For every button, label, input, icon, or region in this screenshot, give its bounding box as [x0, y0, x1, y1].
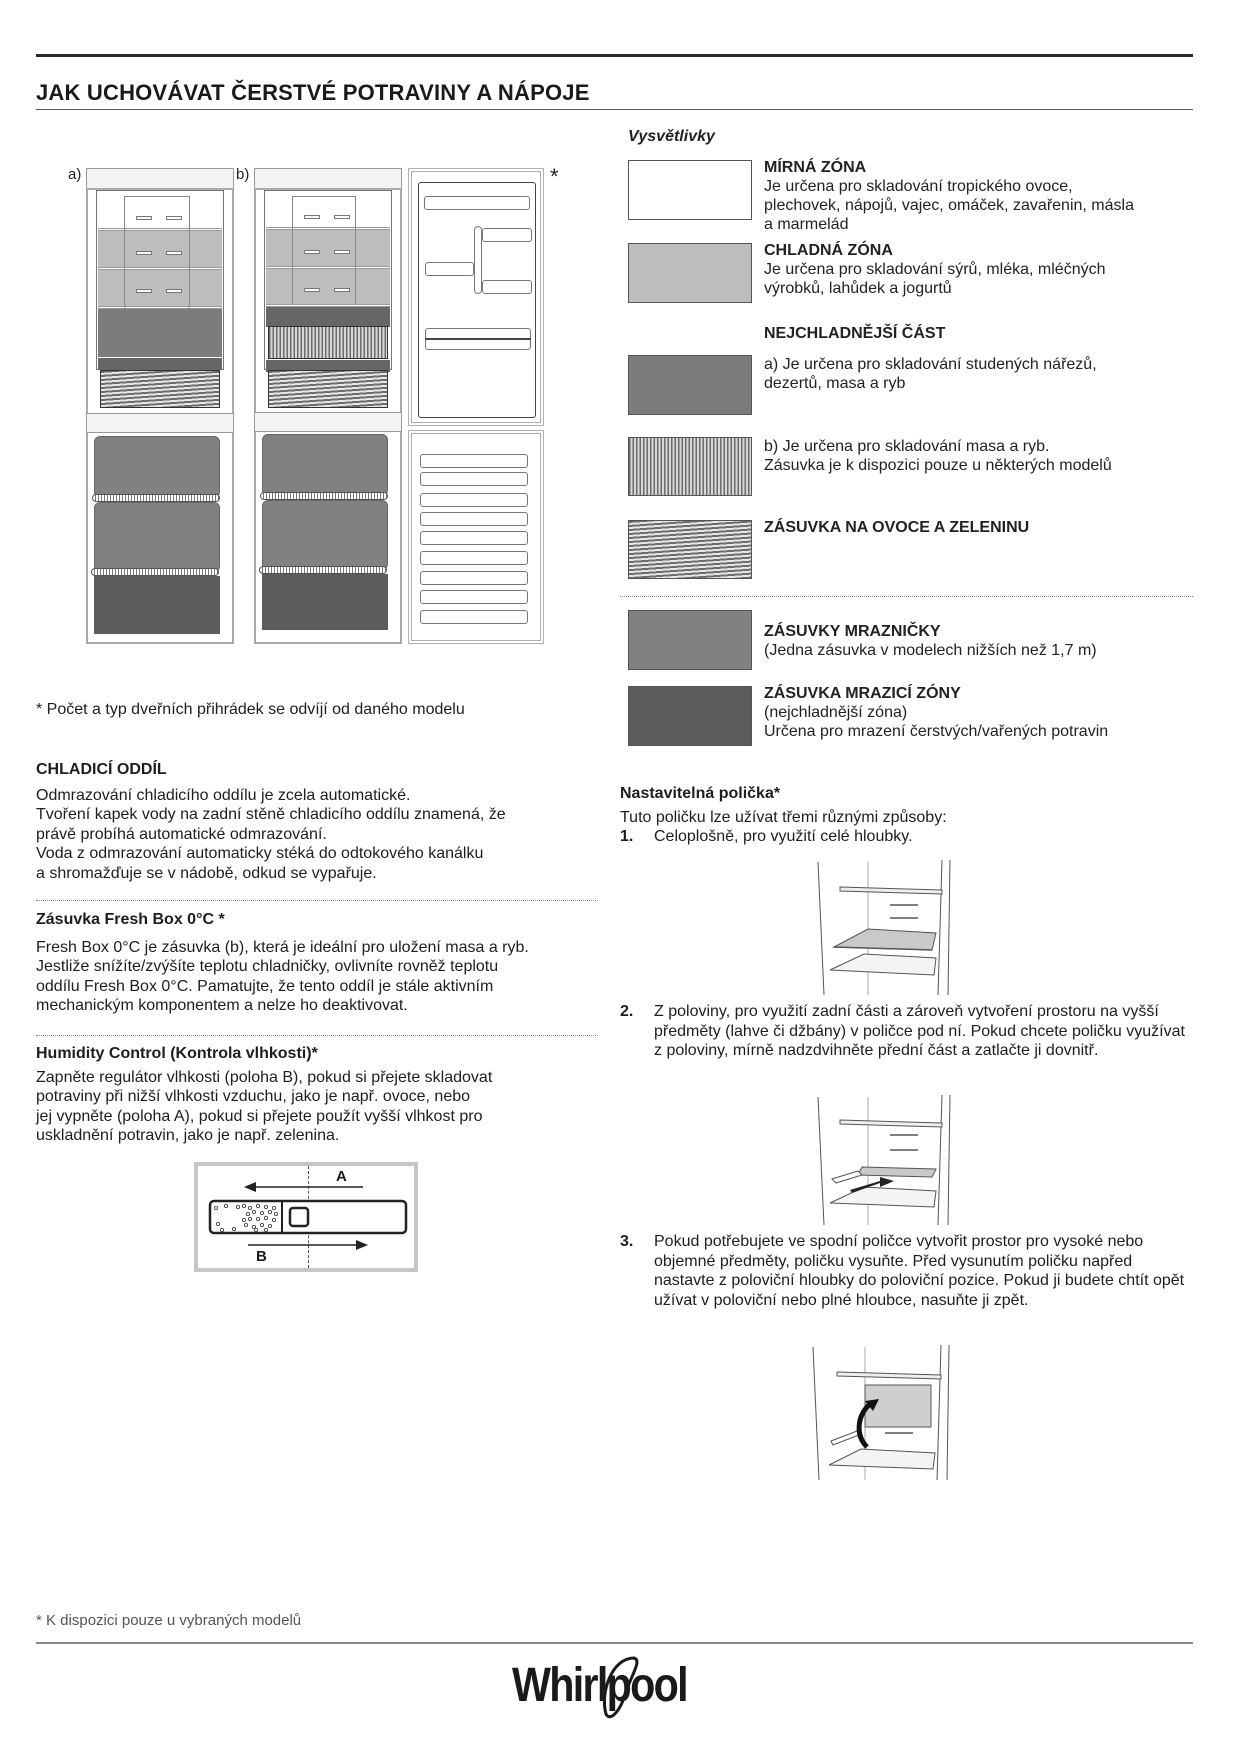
paragraph-line: Voda z odmrazování automaticky stéká do odtokového kanálku [36, 845, 484, 862]
section-step-2 [620, 1002, 1190, 1061]
legend-title: ZÁSUVKA MRAZICÍ ZÓNY [764, 685, 961, 702]
shelf-step-1 [620, 827, 1190, 847]
legend-line: Zásuvka je k dispozici pouze u některých modelů [764, 457, 1112, 474]
fridge-diagram-b [254, 168, 402, 644]
freezer-drawer [94, 502, 220, 572]
paragraph-line: právě probíhá automatické odmrazování. [36, 825, 327, 843]
shelf-fold-up-illustration [805, 1345, 960, 1480]
step-number: 1. [620, 828, 634, 845]
whirlpool-swirl-icon [592, 1652, 652, 1722]
freezer-drawer [94, 436, 220, 498]
paragraph-line: Zapněte regulátor vlhkosti (poloha B), pokud si přejete skladovat [36, 1068, 493, 1086]
fresh-box-drawer [268, 326, 388, 359]
paragraph-line: a shromažďuje se v nádobě, odkud se vypařuje. [36, 864, 377, 882]
paragraph-line: mechanickým komponentem a nelze ho deaktivovat. [36, 997, 408, 1014]
fridge-door-diagram [408, 168, 544, 644]
section-title: Humidity Control (Kontrola vlhkosti)* [36, 1045, 318, 1062]
shelf-step-3 [620, 1232, 1190, 1310]
swatch-coldest-b [628, 437, 752, 496]
section-title: CHLADICÍ ODDÍL [36, 761, 167, 778]
paragraph-line: Jestliže snížíte/zvýšíte teplotu chladničky, ovlivníte rovněž teplotu [36, 958, 499, 975]
legend-item-coldest-a [764, 355, 1097, 393]
section-separator [36, 1035, 598, 1036]
legend-line: Je určena pro skladování sýrů, mléka, mléčných [764, 261, 1106, 278]
paragraph-line: Tvoření kapek vody na zadní stěně chladicího oddílu znamená, že [36, 806, 506, 823]
freezer-drawer [262, 434, 388, 496]
fridge-diagram-a [86, 168, 234, 644]
step-text: Pokud potřebujete ve spodní poličce vytvořit prostor pro vysoké nebo objemné předměty, poličku vysuňte. Před vysunutím poličku napřed nastavte z poloviční hloubky do poloviční pozice. Pokud ji budete chtít opět užívat v poloviční nebo plné hloubce, nasuňte ji zpět. [654, 1233, 1185, 1309]
legend-line: Je určena pro skladování tropického ovoce, [764, 178, 1073, 195]
position-b-label: B [256, 1248, 267, 1265]
swatch-mild-zone [628, 160, 752, 220]
legend-item-coldest-b [764, 437, 1112, 475]
legend-item-freeze-zone [764, 684, 1108, 741]
paragraph-line: jej vypněte (poloha A), pokud si přejete použít vyšší vlhkost pro [36, 1107, 483, 1125]
whirlpool-logo [512, 1652, 722, 1722]
section-separator [36, 900, 598, 901]
figure-label-a: a) [68, 166, 82, 183]
legend-line: dezertů, masa a ryb [764, 375, 906, 392]
legend-title: ZÁSUVKY MRAZNIČKY [764, 623, 941, 640]
legend-line: Určena pro mrazení čerstvých/vařených potravin [764, 723, 1109, 740]
figure-label-b: b) [236, 166, 250, 183]
availability-footnote: * K dispozici pouze u vybraných modelů [36, 1612, 302, 1629]
shelf-step-2 [620, 1002, 1190, 1061]
legend-line: výrobků, lahůdek a jogurtů [764, 280, 952, 297]
legend-title: ZÁSUVKA NA OVOCE A ZELENINU [764, 519, 1030, 536]
freeze-zone-drawer [94, 576, 220, 634]
legend-line: (Jedna zásuvka v modelech nižších než 1,7 m) [764, 642, 1097, 659]
bottom-rule [36, 1642, 1193, 1644]
freeze-zone-drawer [262, 574, 388, 630]
door-compartment-footnote: * Počet a typ dveřních přihrádek se odvíjí od daného modelu [36, 701, 465, 718]
swatch-freeze-zone [628, 686, 752, 746]
legend-item-fruit-vegetable [764, 518, 1029, 537]
paragraph-line: oddílu Fresh Box 0°C. Pamatujte, že tento oddíl je stále aktivním [36, 977, 494, 995]
legend-item-cool [764, 241, 1105, 298]
step-text: Celoplošně, pro využití celé hloubky. [654, 828, 913, 845]
swatch-coldest-a [628, 355, 752, 415]
legend-title: CHLADNÁ ZÓNA [764, 242, 893, 259]
section-step-3 [620, 1232, 1190, 1310]
step-text: Z poloviny, pro využití zadní části a zároveň vytvoření prostoru na vyšší předměty (lahve či džbány) v poličce pod ní. Pokud chcete poličku využívat z poloviny, mírně nadzdvihněte přední část a zatlačte ji dovnitř. [654, 1003, 1185, 1059]
fruit-vegetable-drawer [268, 370, 388, 408]
section-adjustable-shelf [620, 784, 1190, 847]
position-a-label: A [336, 1168, 347, 1185]
top-rule [36, 54, 1193, 57]
section-intro: Tuto poličku lze užívat třemi různými způsoby: [620, 808, 947, 826]
humidity-slider-icon [198, 1166, 414, 1268]
section-fresh-box [36, 910, 596, 1016]
legend-item-mild [764, 158, 1134, 234]
section-title: Zásuvka Fresh Box 0°C * [36, 911, 225, 928]
paragraph-line: uskladnění potravin, jako je např. zelenina. [36, 1127, 340, 1144]
swatch-fruit-vegetable [628, 520, 752, 579]
swatch-cool-zone [628, 243, 752, 303]
paragraph-line: potraviny při nižší vlhkosti vzduchu, jako je např. ovoce, nebo [36, 1088, 471, 1105]
section-title: Nastavitelná polička* [620, 785, 781, 802]
title-rule [36, 109, 1193, 110]
page-title: JAK UCHOVÁVAT ČERSTVÉ POTRAVINY A NÁPOJE [36, 80, 590, 105]
legend-line: b) Je určena pro skladování masa a ryb. [764, 438, 1050, 455]
paragraph-line: Fresh Box 0°C je zásuvka (b), která je ideální pro uložení masa a ryb. [36, 938, 529, 956]
step-number: 3. [620, 1233, 634, 1250]
legend-separator [620, 596, 1193, 597]
legend-title: NEJCHLADNĚJŠÍ ČÁST [764, 325, 946, 342]
legend-line: a marmelád [764, 216, 849, 233]
step-number: 2. [620, 1003, 634, 1020]
legend-item-freezer-drawers [764, 622, 1097, 660]
section-cooling-compartment [36, 760, 596, 883]
legend-heading: Vysvětlivky [628, 128, 715, 145]
humidity-control-diagram [194, 1162, 418, 1272]
paragraph-line: Odmrazování chladicího oddílu je zcela automatické. [36, 786, 411, 804]
legend-line: a) Je určena pro skladování studených nářezů, [764, 356, 1097, 373]
shelf-half-depth-illustration [810, 1095, 960, 1225]
shelf-full-depth-illustration [810, 860, 960, 995]
legend-line: plechovek, nápojů, vajec, omáček, zavařenin, másla [764, 197, 1134, 214]
coldest-zone-a [98, 309, 222, 357]
legend-title: MÍRNÁ ZÓNA [764, 159, 867, 176]
figure-label-star: * [550, 164, 559, 189]
legend-item-coldest [764, 324, 945, 343]
fruit-vegetable-drawer [100, 370, 220, 408]
legend-line: (nejchladnější zóna) [764, 704, 908, 721]
section-humidity-control [36, 1044, 596, 1146]
freezer-drawer [262, 500, 388, 570]
swatch-freezer-drawers [628, 610, 752, 670]
brand-name: Whirlpool [512, 1659, 687, 1712]
